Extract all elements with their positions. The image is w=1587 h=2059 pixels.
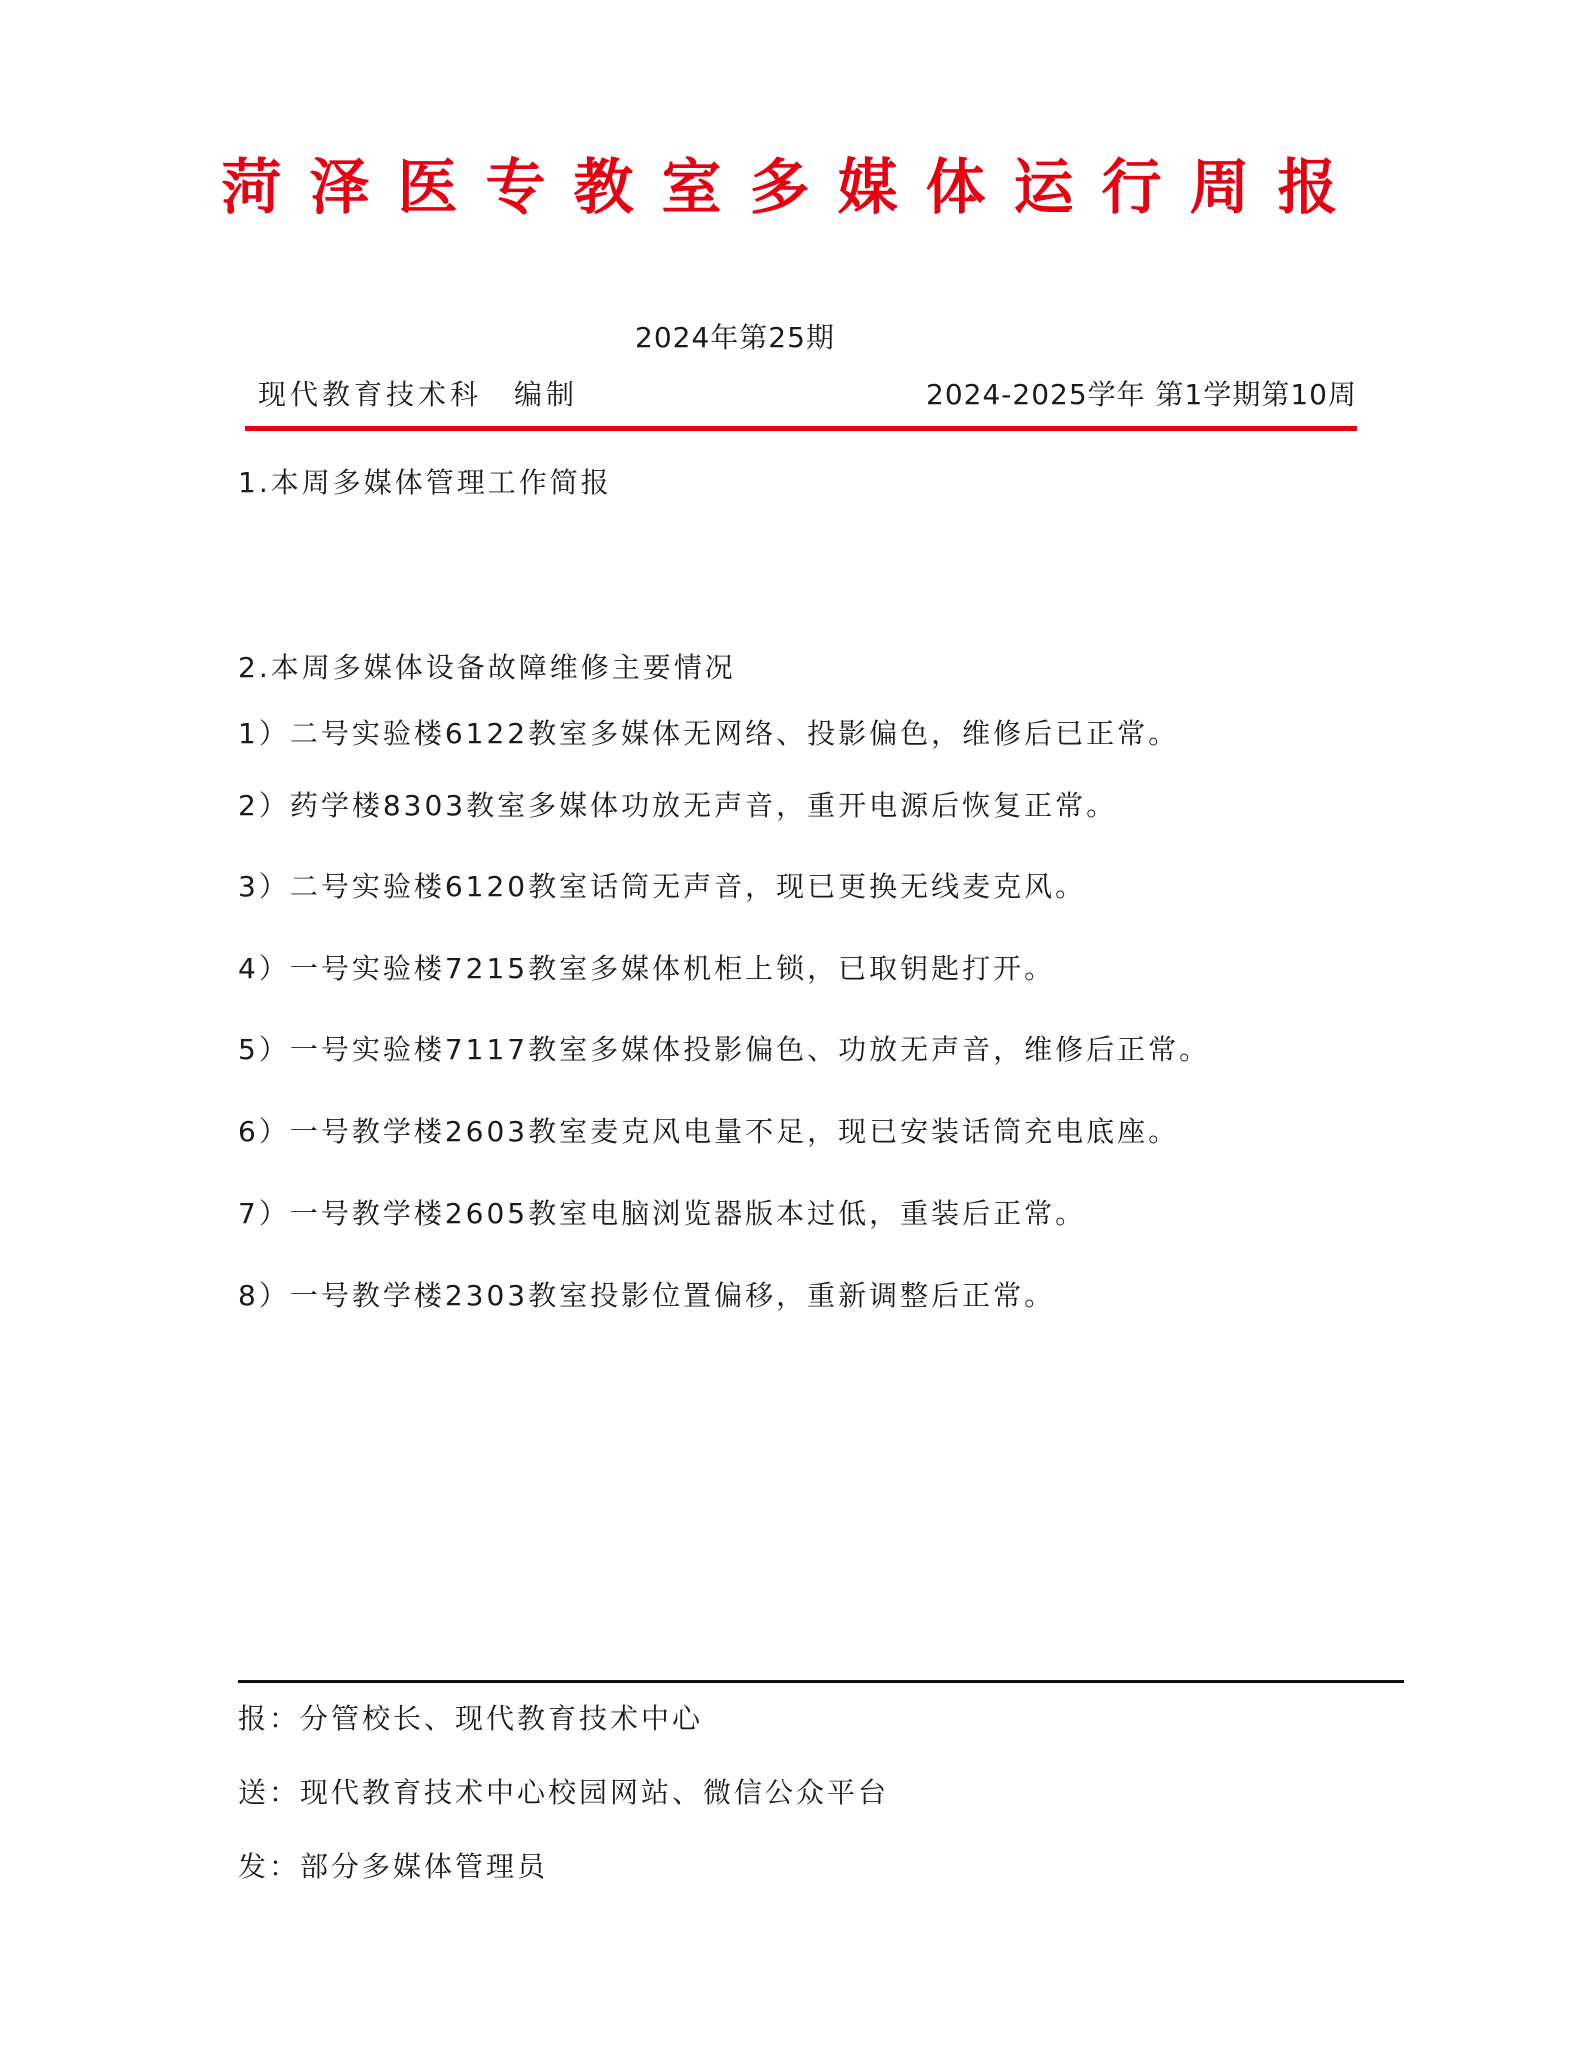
repair-item: 7）一号教学楼2605教室电脑浏览器版本过低，重装后正常。 [238,1197,1087,1230]
editor-line: 现代教育技术科 编制 [258,378,579,411]
summary-heading: 1.本周多媒体管理工作简报 [238,466,612,499]
report-to-line: 报：分管校长、现代教育技术中心 [238,1702,704,1735]
semester-line: 2024-2025学年 第1学期第10周 [926,378,1357,411]
repair-item: 5）一号实验楼7117教室多媒体投影偏色、功放无声音，维修后正常。 [238,1033,1211,1066]
repair-item: 6）一号教学楼2603教室麦克风电量不足，现已安装话筒充电底座。 [238,1115,1180,1148]
repair-item: 1）二号实验楼6122教室多媒体无网络、投影偏色，维修后已正常。 [238,717,1180,750]
footer-divider [238,1680,1404,1683]
send-to-line: 送：现代教育技术中心校园网站、微信公众平台 [238,1776,890,1809]
page-title: 菏泽医专教室多媒体运行周报 [221,153,1366,223]
repair-item: 4）一号实验楼7215教室多媒体机柜上锁，已取钥匙打开。 [238,952,1056,985]
repair-item: 2）药学楼8303教室多媒体功放无声音，重开电源后恢复正常。 [238,789,1118,822]
issue-number: 2024年第25期 [635,321,835,354]
repair-heading: 2.本周多媒体设备故障维修主要情况 [238,651,736,684]
header-divider [245,426,1357,431]
repair-item: 3）二号实验楼6120教室话筒无声音，现已更换无线麦克风。 [238,870,1087,903]
issue-to-line: 发：部分多媒体管理员 [238,1850,549,1883]
repair-item: 8）一号教学楼2303教室投影位置偏移，重新调整后正常。 [238,1279,1056,1312]
